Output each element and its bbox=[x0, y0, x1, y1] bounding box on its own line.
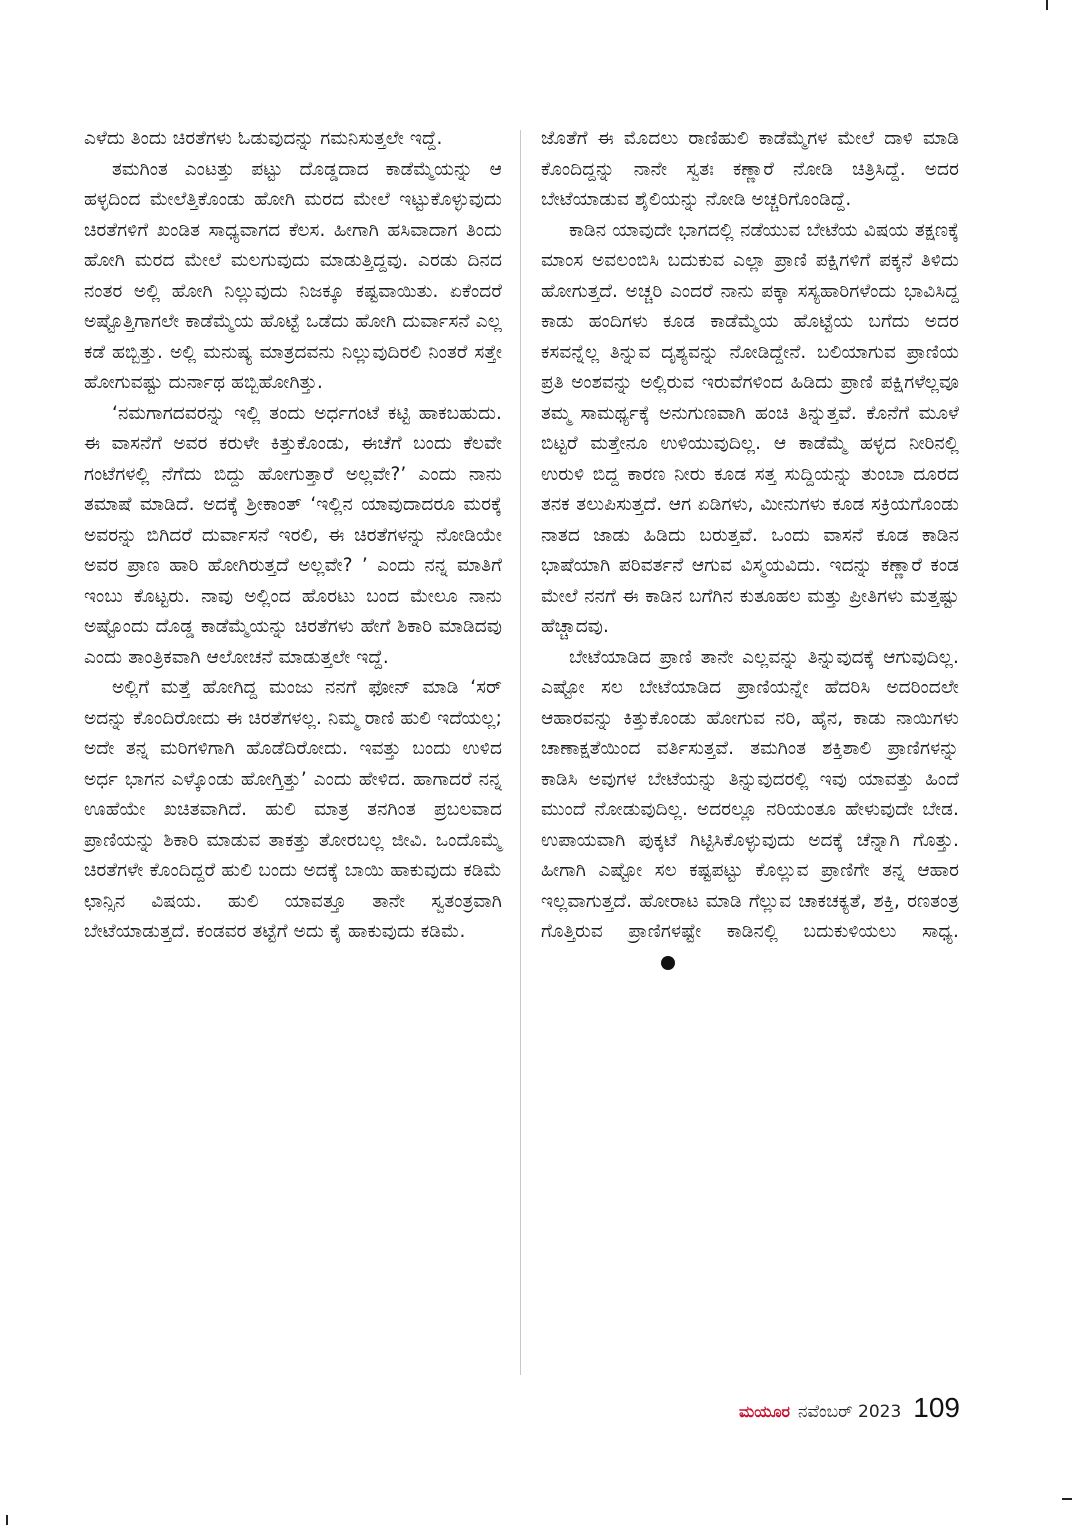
page-number: 109 bbox=[913, 1392, 960, 1423]
issue-date: ನವೆಂಬರ್ 2023 bbox=[798, 1402, 902, 1422]
left-column bbox=[84, 124, 502, 948]
paragraph: ಎಳೆದು ತಿಂದು ಚಿರತೆಗಳು ಓಡುವುದನ್ನು ಗಮನಿಸುತ್ತಲೇ ಇದ್ದೆ. bbox=[84, 128, 443, 149]
crop-mark-bottom-left bbox=[6, 1515, 8, 1525]
paragraph-text: ಬೇಟೆಯಾಡಿದ ಪ್ರಾಣಿ ತಾನೇ ಎಲ್ಲವನ್ನು ತಿನ್ನುವುದಕ್ಕೆ ಆಗುವುದಿಲ್ಲ. ಎಷ್ಟೋ ಸಲ ಬೇಟೆಯಾಡಿದ ಪ್ರಾಣಿಯನ್ನೇ ಹೆದರಿಸಿ ಅದರಿಂದಲೇ ಆಹಾರವನ್ನು ಕಿತ್ತುಕೊಂಡು ಹೋಗುವ ನರಿ, ಹೈನ, ಕಾಡು ನಾಯಿಗಳು ಚಾಣಾಕ್ಷತೆಯಿಂದ ವರ್ತಿಸುತ್ತವೆ. ತಮಗಿಂತ ಶಕ್ತಿಶಾಲಿ ಪ್ರಾಣಿಗಳನ್ನು ಕಾಡಿಸಿ ಅವುಗಳ ಬೇಟೆಯನ್ನು ತಿನ್ನುವುದರಲ್ಲಿ ಇವು ಯಾವತ್ತು ಹಿಂದೆ ಮುಂದೆ ನೋಡುವುದಿಲ್ಲ. ಅದರಲ್ಲೂ ನರಿಯಂತೂ ಹೇಳುವುದೇ ಬೇಡ. ಉಪಾಯವಾಗಿ ಪುಕ್ಕಟೆ ಗಿಟ್ಟಿಸಿಕೊಳ್ಳುವುದು ಅದಕ್ಕೆ ಚೆನ್ನಾಗಿ ಗೊತ್ತು. ಹೀಗಾಗಿ ಎಷ್ಟೋ ಸಲ ಕಷ್ಟಪಟ್ಟು ಕೊಲ್ಲುವ ಪ್ರಾಣಿಗೇ ತನ್ನ ಆಹಾರ ಇಲ್ಲವಾಗುತ್ತದೆ. ಹೋರಾಟ ಮಾಡಿ ಗೆಲ್ಲುವ ಚಾಕಚಕ್ಯತೆ, ಶಕ್ತಿ, ರಣತಂತ್ರ ಗೊತ್ತಿರುವ ಪ್ರಾಣಿಗಳಷ್ಟೇ ಕಾಡಿನಲ್ಲಿ ಬದುಕುಳಿಯಲು ಸಾಧ್ಯ. bbox=[541, 646, 959, 942]
end-of-article-bullet-icon bbox=[661, 956, 675, 970]
crop-mark-right bbox=[1062, 1498, 1072, 1500]
page-footer bbox=[739, 1392, 960, 1424]
paragraph: ತಮಗಿಂತ ಎಂಟತ್ತು ಪಟ್ಟು ದೊಡ್ಡದಾದ ಕಾಡೆಮ್ಮೆಯನ್ನು ಆ ಹಳ್ಳದಿಂದ ಮೇಲೆತ್ತಿಕೊಂಡು ಹೋಗಿ ಮರದ ಮೇಲೆ ಇಟ್ಟುಕೊಳ್ಳುವುದು ಚಿರತೆಗಳಿಗೆ ಖಂಡಿತ ಸಾಧ್ಯವಾಗದ ಕೆಲಸ. ಹೀಗಾಗಿ ಹಸಿವಾದಾಗ ತಿಂದು ಹೋಗಿ ಮರದ ಮೇಲೆ ಮಲಗುವುದು ಮಾಡುತ್ತಿದ್ದವು. ಎರಡು ದಿನದ ನಂತರ ಅಲ್ಲಿ ಹೋಗಿ ನಿಲ್ಲುವುದು ನಿಜಕ್ಕೂ ಕಷ್ಟವಾಯಿತು. ಏಕೆಂದರೆ ಅಷ್ಟೊತ್ತಿಗಾಗಲೇ ಕಾಡೆಮ್ಮೆಯ ಹೊಟ್ಟೆ ಒಡೆದು ಹೋಗಿ ದುರ್ವಾಸನೆ ಎಲ್ಲ ಕಡೆ ಹಬ್ಬಿತ್ತು. ಅಲ್ಲಿ ಮನುಷ್ಯ ಮಾತ್ರದವನು ನಿಲ್ಲುವುದಿರಲಿ ನಿಂತರೆ ಸತ್ತೇ ಹೋಗುವಷ್ಟು ದುರ್ನಾಥ ಹಬ್ಬಿಹೋಗಿತ್ತು. bbox=[84, 158, 502, 393]
paragraph: ಅಲ್ಲಿಗೆ ಮತ್ತೆ ಹೋಗಿದ್ದ ಮಂಜು ನನಗೆ ಫೋನ್ ಮಾಡಿ ‘ಸರ್ ಅದನ್ನು ಕೊಂದಿರೋದು ಈ ಚಿರತೆಗಳಲ್ಲ. ನಿಮ್ಮ ರಾಣಿ ಹುಲಿ ಇದೆಯಲ್ಲ; ಅದೇ ತನ್ನ ಮರಿಗಳಿಗಾಗಿ ಹೊಡೆದಿರೋದು. ಇವತ್ತು ಬಂದು ಉಳಿದ ಅರ್ಧ ಭಾಗನ ಎಳ್ಕೊಂಡು ಹೋಗ್ತಿತ್ತು’ ಎಂದು ಹೇಳಿದ. ಹಾಗಾದರೆ ನನ್ನ ಊಹೆಯೇ ಖಚಿತವಾಗಿದೆ. ಹುಲಿ ಮಾತ್ರ ತನಗಿಂತ ಪ್ರಬಲವಾದ ಪ್ರಾಣಿಯನ್ನು ಶಿಕಾರಿ ಮಾಡುವ ತಾಕತ್ತು ತೋರಬಲ್ಲ ಜೀವಿ. ಒಂದೊಮ್ಮೆ ಚಿರತೆಗಳೇ ಕೊಂದಿದ್ದರೆ ಹುಲಿ ಬಂದು ಅದಕ್ಕೆ ಬಾಯಿ ಹಾಕುವುದು ಕಡಿಮೆ ಛಾನ್ಸಿನ ವಿಷಯ. ಹುಲಿ ಯಾವತ್ತೂ ತಾನೇ ಸ್ವತಂತ್ರವಾಗಿ ಬೇಟೆಯಾಡುತ್ತದೆ. ಕಂಡವರ ತಟ್ಟೆಗೆ ಅದು ಕೈ ಹಾಕುವುದು ಕಡಿಮೆ. bbox=[84, 677, 502, 942]
magazine-name: ಮಯೂರ bbox=[738, 1402, 791, 1421]
crop-mark-top bbox=[1046, 0, 1048, 10]
paragraph: ಜೊತೆಗೆ ಈ ಮೊದಲು ರಾಣಿಹುಲಿ ಕಾಡೆಮ್ಮೆಗಳ ಮೇಲೆ ದಾಳಿ ಮಾಡಿ ಕೊಂದಿದ್ದನ್ನು ನಾನೇ ಸ್ವತಃ ಕಣ್ಣಾರೆ ನೋಡಿ ಚಿತ್ರಿಸಿದ್ದೆ. ಅದರ ಬೇಟೆಯಾಡುವ ಶೈಲಿಯನ್ನು ನೋಡಿ ಅಚ್ಚರಿಗೊಂಡಿದ್ದೆ. bbox=[541, 128, 959, 210]
right-column bbox=[541, 124, 959, 978]
column-divider bbox=[520, 130, 521, 1375]
paragraph: ‘ನಮಗಾಗದವರನ್ನು ಇಲ್ಲಿ ತಂದು ಅರ್ಧಗಂಟೆ ಕಟ್ಟಿ ಹಾಕಬಹುದು. ಈ ವಾಸನೆಗೆ ಅವರ ಕರುಳೇ ಕಿತ್ತುಕೊಂಡು, ಈಚೆಗೆ ಬಂದು ಕೆಲವೇ ಗಂಟೆಗಳಲ್ಲಿ ನೆಗೆದು ಬಿದ್ದು ಹೋಗುತ್ತಾರೆ ಅಲ್ಲವೇ?’ ಎಂದು ನಾನು ತಮಾಷೆ ಮಾಡಿದೆ. ಅದಕ್ಕೆ ಶ್ರೀಕಾಂತ್ ‘ಇಲ್ಲಿನ ಯಾವುದಾದರೂ ಮರಕ್ಕೆ ಅವರನ್ನು ಬಿಗಿದರೆ ದುರ್ವಾಸನೆ ಇರಲಿ, ಈ ಚಿರತೆಗಳನ್ನು ನೋಡಿಯೇ ಅವರ ಪ್ರಾಣ ಹಾರಿ ಹೋಗಿರುತ್ತದೆ ಅಲ್ಲವೇ? ’ ಎಂದು ನನ್ನ ಮಾತಿಗೆ ಇಂಬು ಕೊಟ್ಟರು. ನಾವು ಅಲ್ಲಿಂದ ಹೊರಟು ಬಂದ ಮೇಲೂ ನಾನು ಅಷ್ಟೊಂದು ದೊಡ್ಡ ಕಾಡೆಮ್ಮೆಯನ್ನು ಚಿರತೆಗಳು ಹೇಗೆ ಶಿಕಾರಿ ಮಾಡಿದವು ಎಂದು ತಾಂತ್ರಿಕವಾಗಿ ಆಲೋಚನೆ ಮಾಡುತ್ತಲೇ ಇದ್ದೆ. bbox=[84, 402, 502, 668]
paragraph: ಕಾಡಿನ ಯಾವುದೇ ಭಾಗದಲ್ಲಿ ನಡೆಯುವ ಬೇಟೆಯ ವಿಷಯ ತಕ್ಷಣಕ್ಕೆ ಮಾಂಸ ಅವಲಂಬಿಸಿ ಬದುಕುವ ಎಲ್ಲಾ ಪ್ರಾಣಿ ಪಕ್ಷಿಗಳಿಗೆ ಪಕ್ಕನೆ ತಿಳಿದು ಹೋಗುತ್ತದೆ. ಅಚ್ಚರಿ ಎಂದರೆ ನಾನು ಪಕ್ಕಾ ಸಸ್ಯಹಾರಿಗಳೆಂದು ಭಾವಿಸಿದ್ದ ಕಾಡು ಹಂದಿಗಳು ಕೂಡ ಕಾಡೆಮ್ಮೆಯ ಹೊಟ್ಟೆಯ ಬಗೆದು ಅದರ ಕಸವನ್ನೆಲ್ಲ ತಿನ್ನುವ ದೃಶ್ಯವನ್ನು ನೋಡಿದ್ದೇನೆ. ಬಲಿಯಾಗುವ ಪ್ರಾಣಿಯ ಪ್ರತಿ ಅಂಶವನ್ನು ಅಲ್ಲಿರುವ ಇರುವೆಗಳಿಂದ ಹಿಡಿದು ಪ್ರಾಣಿ ಪಕ್ಷಿಗಳೆಲ್ಲವೂ ತಮ್ಮ ಸಾಮರ್ಥ್ಯಕ್ಕೆ ಅನುಗುಣವಾಗಿ ಹಂಚಿ ತಿನ್ನುತ್ತವೆ. ಕೊನೆಗೆ ಮೂಳೆ ಬಿಟ್ಟರೆ ಮತ್ತೇನೂ ಉಳಿಯುವುದಿಲ್ಲ. ಆ ಕಾಡೆಮ್ಮೆ ಹಳ್ಳದ ನೀರಿನಲ್ಲಿ ಉರುಳಿ ಬಿದ್ದ ಕಾರಣ ನೀರು ಕೂಡ ಸತ್ತ ಸುದ್ದಿಯನ್ನು ತುಂಬಾ ದೂರದ ತನಕ ತಲುಪಿಸುತ್ತದೆ. ಆಗ ಏಡಿಗಳು, ಮೀನುಗಳು ಕೂಡ ಸಕ್ರಿಯಗೊಂಡು ನಾತದ ಜಾಡು ಹಿಡಿದು ಬರುತ್ತವೆ. ಒಂದು ವಾಸನೆ ಕೂಡ ಕಾಡಿನ ಭಾಷೆಯಾಗಿ ಪರಿವರ್ತನೆ ಆಗುವ ವಿಸ್ಮಯವಿದು. ಇದನ್ನು ಕಣ್ಣಾರೆ ಕಂಡ ಮೇಲೆ ನನಗೆ ಈ ಕಾಡಿನ ಬಗೆಗಿನ ಕುತೂಹಲ ಮತ್ತು ಪ್ರೀತಿಗಳು ಮತ್ತಷ್ಟು ಹೆಚ್ಚಾದವು. bbox=[541, 219, 959, 637]
paragraph bbox=[541, 643, 959, 979]
